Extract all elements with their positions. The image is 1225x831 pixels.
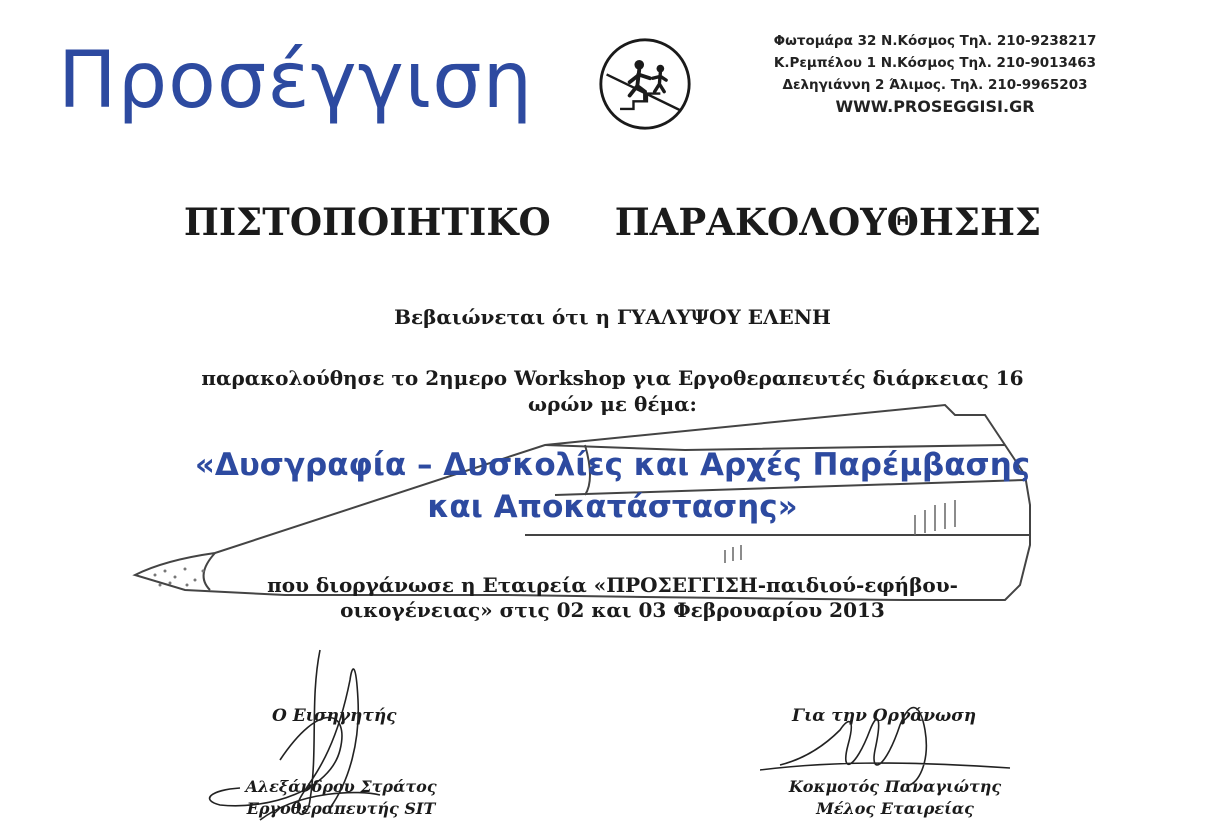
organizer-line-2: οικογένειας» στις 02 και 03 Φεβρουαρίου 2013	[340, 598, 885, 622]
organizer-name: Κοκμοτός Παναγιώτης	[788, 777, 1002, 796]
contact-line-1: Φωτομάρα 32 Ν.Κόσμος Τηλ. 210-9238217	[773, 33, 1097, 49]
attend-line-2: ωρών με θέμα:	[528, 392, 697, 416]
attend-line-1: παρακολούθησε το 2ημερο Workshop για Εργοθεραπευτές διάρκειας 16	[201, 366, 1024, 390]
organizer-role: Μέλος Εταιρείας	[816, 799, 974, 818]
organizer-handwritten-signature	[760, 690, 1020, 800]
workshop-subject-line-1: «Δυσγραφία – Δυσκολίες και Αρχές Παρέμβασης	[194, 447, 1031, 483]
parent-child-steps-icon	[597, 36, 693, 132]
certificate-title	[0, 200, 1225, 244]
speaker-label: Ο Εισηγητής	[272, 706, 397, 726]
workshop-subject-line-2: και Αποκατάστασης»	[427, 489, 798, 525]
contact-line-2: Κ.Ρεμπέλου 1 Ν.Κόσμος Τηλ. 210-9013463	[773, 55, 1097, 71]
title-word-2: ΠΑΡΑΚΟΛΟΥΘΗΣΗΣ	[614, 200, 1042, 244]
organizer-line-1: που διοργάνωσε η Εταιρεία «ΠΡΟΣΕΓΓΙΣΗ-παιδιού-εφήβου-	[267, 573, 958, 597]
contact-info	[740, 30, 1130, 118]
company-logo-text: Προσέγγιση	[58, 36, 534, 126]
title-word-1: ΠΙΣΤΟΠΟΙΗΤΙΚΟ	[183, 200, 551, 244]
website-link[interactable]: WWW.PROSEGGISI.GR	[835, 97, 1035, 116]
attest-line: Βεβαιώνεται ότι η ΓΥΑΛΥΨΟΥ ΕΛΕΝΗ	[394, 305, 831, 329]
contact-line-3: Δεληγιάννη 2 Άλιμος. Τηλ. 210-9965203	[782, 77, 1088, 93]
speaker-role: Εργοθεραπευτής SIT	[246, 799, 436, 818]
organization-label: Για την Οργάνωση	[792, 706, 977, 726]
speaker-name: Αλεξάνδρου Στράτος	[245, 777, 437, 796]
speaker-handwritten-signature	[180, 640, 480, 830]
